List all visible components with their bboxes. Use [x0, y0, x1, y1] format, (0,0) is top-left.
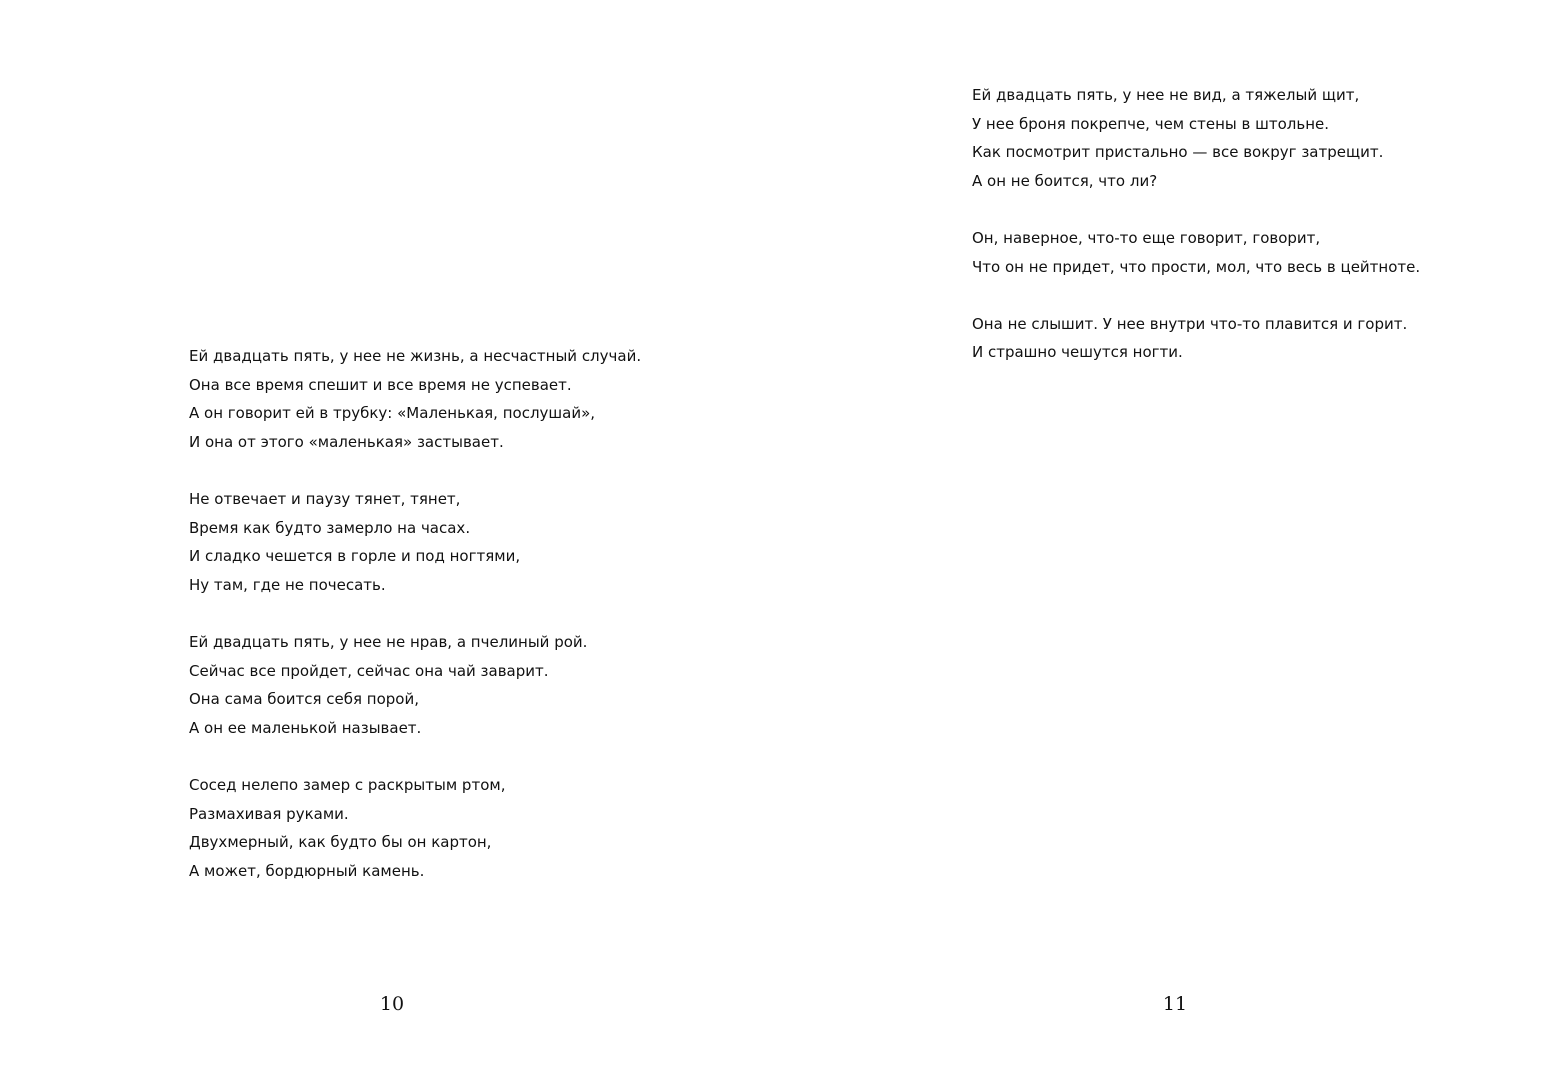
poem-line: Ей двадцать пять, у нее не нрав, а пчелиный рой. — [189, 632, 588, 651]
poem-line: Ей двадцать пять, у нее не вид, а тяжелый щит, — [972, 86, 1360, 104]
poem-line: Он, наверное, что-то еще говорит, говорит, — [972, 228, 1321, 247]
poem-line: Она не слышит. У нее внутри что-то плавится и горит. — [972, 314, 1408, 333]
poem-line: Как посмотрит пристально — все вокруг затрещит. — [972, 143, 1384, 162]
poem-text-left — [189, 342, 641, 885]
stanza — [972, 81, 1420, 195]
poem-line: И сладко чешется в горле и под ногтями, — [189, 547, 521, 566]
poem-line: А он не боится, что ли? — [972, 171, 1158, 190]
poem-line: Ей двадцать пять, у нее не жизнь, а несчастный случай. — [189, 347, 642, 365]
page-number: 10 — [379, 993, 405, 1015]
poem-text-right — [972, 81, 1420, 367]
poem-line: А может, бордюрный камень. — [189, 861, 425, 880]
poem-line: А он ее маленькой называет. — [189, 718, 422, 737]
stanza — [189, 628, 641, 742]
poem-line: Не отвечает и паузу тянет, тянет, — [189, 489, 461, 508]
stanza — [189, 771, 641, 885]
poem-line: Двухмерный, как будто бы он картон, — [189, 833, 492, 852]
poem-line: Размахивая руками. — [189, 804, 349, 823]
page-number: 11 — [1162, 993, 1188, 1015]
poem-line: Она сама боится себя порой, — [189, 690, 419, 709]
poem-line: И страшно чешутся ногти. — [972, 343, 1183, 362]
poem-line: Сейчас все пройдет, сейчас она чай заварит. — [189, 661, 549, 680]
right-page — [783, 0, 1566, 1080]
poem-line: Время как будто замерло на часах. — [189, 518, 471, 537]
poem-line: Она все время спешит и все время не успевает. — [189, 375, 572, 394]
stanza — [972, 224, 1420, 281]
poem-line: И она от этого «маленькая» застывает. — [189, 432, 504, 451]
stanza — [972, 310, 1420, 367]
poem-line: Ну там, где не почесать. — [189, 575, 386, 594]
poem-line: Сосед нелепо замер с раскрытым ртом, — [189, 775, 506, 794]
poem-line: У нее броня покрепче, чем стены в штольне. — [972, 114, 1330, 133]
stanza — [189, 342, 641, 456]
poem-line: А он говорит ей в трубку: «Маленькая, послушай», — [189, 404, 596, 423]
stanza — [189, 485, 641, 599]
poem-line: Что он не придет, что прости, мол, что весь в цейтноте. — [972, 257, 1421, 276]
